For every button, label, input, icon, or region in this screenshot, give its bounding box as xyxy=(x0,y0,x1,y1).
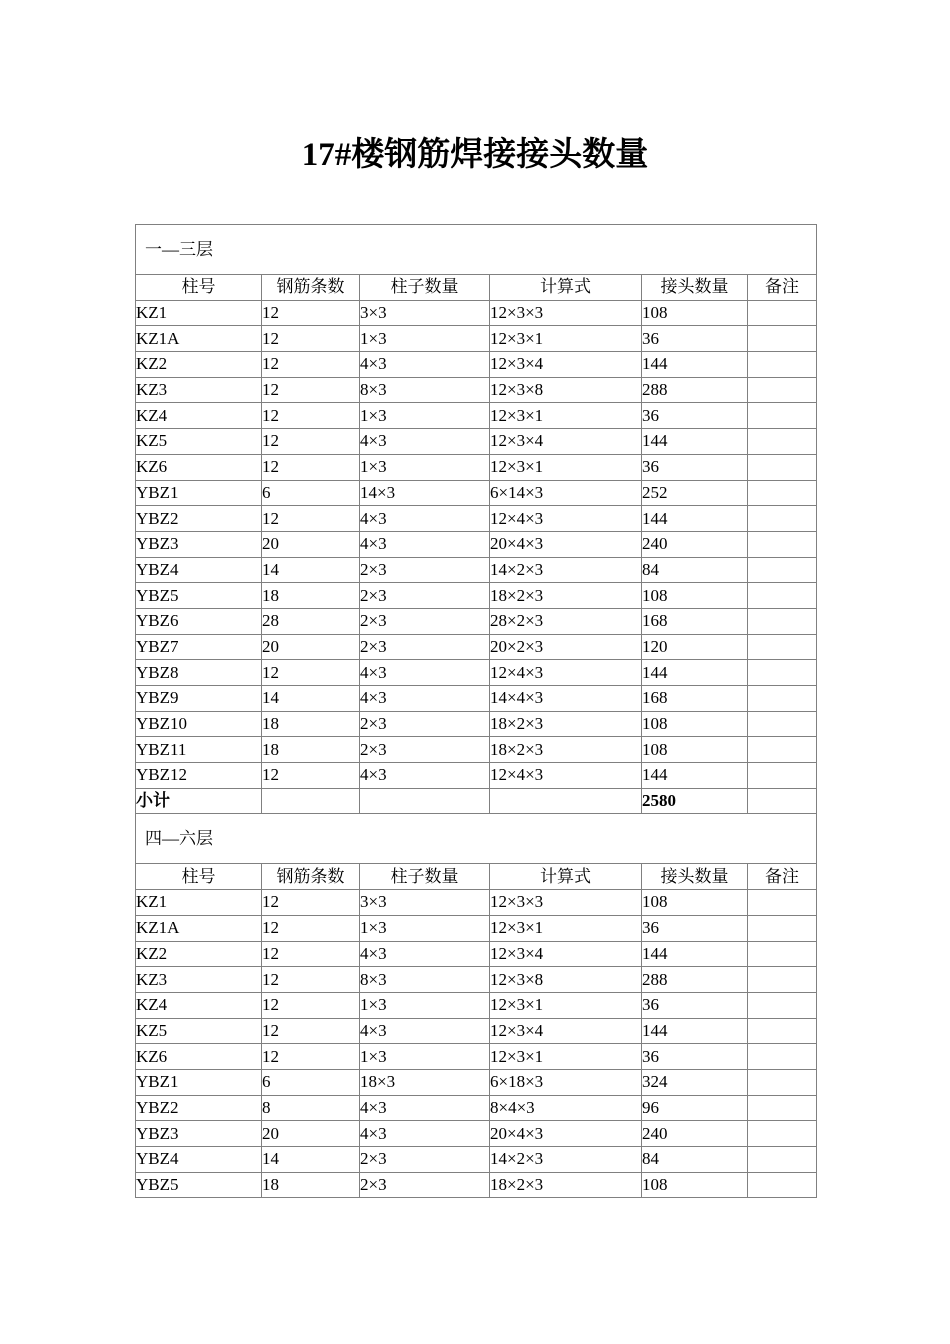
table-cell: 12 xyxy=(262,377,360,403)
table-cell xyxy=(360,788,490,814)
table-cell: 12×4×3 xyxy=(490,660,642,686)
subtotal-value: 2580 xyxy=(642,788,748,814)
table-cell xyxy=(748,1172,817,1198)
table-cell xyxy=(748,429,817,455)
table-cell xyxy=(748,352,817,378)
table-cell: 12 xyxy=(262,352,360,378)
section-heading: 四—六层 xyxy=(136,814,817,864)
table-cell: YBZ12 xyxy=(136,763,262,789)
table-cell: 18 xyxy=(262,583,360,609)
table-cell: 108 xyxy=(642,711,748,737)
table-cell: 8×4×3 xyxy=(490,1095,642,1121)
table-cell: 12 xyxy=(262,1044,360,1070)
table-cell: 20 xyxy=(262,531,360,557)
table-cell: 240 xyxy=(642,531,748,557)
table-cell: 18 xyxy=(262,737,360,763)
table-cell: 288 xyxy=(642,377,748,403)
table-cell: YBZ2 xyxy=(136,506,262,532)
table-row xyxy=(136,506,817,532)
table-cell: 4×3 xyxy=(360,429,490,455)
table-cell: KZ6 xyxy=(136,454,262,480)
table-cell: 14 xyxy=(262,1147,360,1173)
table-row xyxy=(136,1018,817,1044)
table-cell: 14×4×3 xyxy=(490,686,642,712)
table-cell: 12 xyxy=(262,300,360,326)
page-title: 17#楼钢筋焊接接头数量 xyxy=(301,137,649,173)
table-cell: 14×2×3 xyxy=(490,557,642,583)
table-cell: 12×4×3 xyxy=(490,763,642,789)
table-cell: 12 xyxy=(262,660,360,686)
table-cell: 36 xyxy=(642,915,748,941)
table-cell xyxy=(748,583,817,609)
table-cell: YBZ6 xyxy=(136,608,262,634)
table-cell: 84 xyxy=(642,557,748,583)
table-row xyxy=(136,531,817,557)
table-cell: 1×3 xyxy=(360,915,490,941)
table-cell: 4×3 xyxy=(360,1121,490,1147)
table-cell: 3×3 xyxy=(360,890,490,916)
table-cell: 14 xyxy=(262,557,360,583)
table-cell: 12×3×1 xyxy=(490,992,642,1018)
table-cell xyxy=(748,660,817,686)
table-cell: 2×3 xyxy=(360,557,490,583)
column-header: 接头数量 xyxy=(642,275,748,301)
table-cell: 12 xyxy=(262,915,360,941)
table-row xyxy=(136,583,817,609)
table-cell: 108 xyxy=(642,583,748,609)
table-cell: 12 xyxy=(262,941,360,967)
table-cell: YBZ1 xyxy=(136,1069,262,1095)
table-cell xyxy=(748,1121,817,1147)
table-cell: YBZ5 xyxy=(136,583,262,609)
table-cell: 8 xyxy=(262,1095,360,1121)
table-cell: YBZ1 xyxy=(136,480,262,506)
table-cell: 4×3 xyxy=(360,531,490,557)
table-row xyxy=(136,660,817,686)
table-cell: 12×3×8 xyxy=(490,967,642,993)
table-cell: 12×3×1 xyxy=(490,454,642,480)
table-cell: 4×3 xyxy=(360,352,490,378)
table-row xyxy=(136,429,817,455)
table-cell: 14 xyxy=(262,686,360,712)
column-header-row xyxy=(136,864,817,890)
table-cell xyxy=(748,326,817,352)
table-cell: 4×3 xyxy=(360,506,490,532)
table-cell: KZ2 xyxy=(136,941,262,967)
table-cell: 252 xyxy=(642,480,748,506)
table-row xyxy=(136,967,817,993)
table-cell: 18×2×3 xyxy=(490,1172,642,1198)
table-cell: 12×4×3 xyxy=(490,506,642,532)
table-cell: KZ5 xyxy=(136,1018,262,1044)
table-cell: 1×3 xyxy=(360,403,490,429)
table-cell: 144 xyxy=(642,941,748,967)
table-cell: 108 xyxy=(642,737,748,763)
table-cell: 1×3 xyxy=(360,992,490,1018)
table-cell: 12 xyxy=(262,967,360,993)
column-header-row xyxy=(136,275,817,301)
table-cell: KZ1 xyxy=(136,890,262,916)
table-cell: 288 xyxy=(642,967,748,993)
table-cell: 18×2×3 xyxy=(490,737,642,763)
table-cell: 96 xyxy=(642,1095,748,1121)
column-header: 柱子数量 xyxy=(360,864,490,890)
table-cell: 108 xyxy=(642,890,748,916)
table-cell: KZ3 xyxy=(136,967,262,993)
subtotal-label: 小计 xyxy=(136,788,262,814)
column-header: 钢筋条数 xyxy=(262,864,360,890)
table-cell xyxy=(748,941,817,967)
table-cell xyxy=(748,1095,817,1121)
subtotal-row xyxy=(136,788,817,814)
table-cell: KZ5 xyxy=(136,429,262,455)
table-cell: 6×14×3 xyxy=(490,480,642,506)
table-cell xyxy=(262,788,360,814)
table-cell: KZ2 xyxy=(136,352,262,378)
table-cell: 1×3 xyxy=(360,454,490,480)
table-row xyxy=(136,634,817,660)
table-cell xyxy=(748,967,817,993)
table-cell: 2×3 xyxy=(360,1147,490,1173)
table-cell xyxy=(748,454,817,480)
table-cell: KZ4 xyxy=(136,992,262,1018)
table-row xyxy=(136,454,817,480)
table-cell: 20 xyxy=(262,634,360,660)
table-cell: 12×3×8 xyxy=(490,377,642,403)
table-row xyxy=(136,1121,817,1147)
table-cell: 12×3×1 xyxy=(490,403,642,429)
table-cell: 4×3 xyxy=(360,763,490,789)
table-cell xyxy=(748,915,817,941)
table-cell: 20×2×3 xyxy=(490,634,642,660)
table-cell: 12×3×4 xyxy=(490,1018,642,1044)
table-cell xyxy=(748,377,817,403)
table-cell: 12×3×1 xyxy=(490,915,642,941)
table-cell: 144 xyxy=(642,352,748,378)
table-cell: 8×3 xyxy=(360,377,490,403)
table-cell: 12 xyxy=(262,454,360,480)
table-cell: 4×3 xyxy=(360,660,490,686)
table-cell: 144 xyxy=(642,429,748,455)
table-row xyxy=(136,1172,817,1198)
table-cell xyxy=(748,300,817,326)
table-cell: 36 xyxy=(642,992,748,1018)
table-cell: 12×3×4 xyxy=(490,429,642,455)
table-cell xyxy=(748,634,817,660)
table-cell: 240 xyxy=(642,1121,748,1147)
table-cell: 8×3 xyxy=(360,967,490,993)
table-cell xyxy=(748,763,817,789)
table-cell: 1×3 xyxy=(360,1044,490,1070)
table-cell: 144 xyxy=(642,763,748,789)
table-cell: 12×3×4 xyxy=(490,352,642,378)
column-header: 计算式 xyxy=(490,864,642,890)
table-cell: 84 xyxy=(642,1147,748,1173)
table-cell: 12 xyxy=(262,429,360,455)
table-cell: KZ1A xyxy=(136,915,262,941)
table-row xyxy=(136,326,817,352)
table-cell: 12 xyxy=(262,403,360,429)
table-cell: 12×3×3 xyxy=(490,300,642,326)
table-cell: YBZ8 xyxy=(136,660,262,686)
joint-count-table xyxy=(135,224,817,1198)
table-row xyxy=(136,992,817,1018)
table-cell xyxy=(748,403,817,429)
table-cell: 2×3 xyxy=(360,711,490,737)
column-header: 备注 xyxy=(748,275,817,301)
table-cell: 18×2×3 xyxy=(490,711,642,737)
table-cell: 108 xyxy=(642,300,748,326)
table-cell: KZ1A xyxy=(136,326,262,352)
table-cell: 4×3 xyxy=(360,1018,490,1044)
table-cell: KZ3 xyxy=(136,377,262,403)
table-cell: 12 xyxy=(262,890,360,916)
table-cell: 20×4×3 xyxy=(490,531,642,557)
table-row xyxy=(136,711,817,737)
table-cell: 2×3 xyxy=(360,1172,490,1198)
table-cell xyxy=(490,788,642,814)
table-cell: 2×3 xyxy=(360,634,490,660)
column-header: 接头数量 xyxy=(642,864,748,890)
table-cell: YBZ10 xyxy=(136,711,262,737)
column-header: 备注 xyxy=(748,864,817,890)
table-row xyxy=(136,557,817,583)
column-header: 计算式 xyxy=(490,275,642,301)
table-cell: 4×3 xyxy=(360,1095,490,1121)
table-cell: 144 xyxy=(642,1018,748,1044)
table-cell: 36 xyxy=(642,1044,748,1070)
table-cell: 12 xyxy=(262,326,360,352)
table-row xyxy=(136,763,817,789)
table-cell: 14×3 xyxy=(360,480,490,506)
table-cell: YBZ11 xyxy=(136,737,262,763)
table-cell xyxy=(748,531,817,557)
table-row xyxy=(136,915,817,941)
table-row xyxy=(136,1044,817,1070)
table-row xyxy=(136,686,817,712)
table-cell: 3×3 xyxy=(360,300,490,326)
table-row xyxy=(136,1147,817,1173)
column-header: 钢筋条数 xyxy=(262,275,360,301)
table-cell: 2×3 xyxy=(360,583,490,609)
table-cell: 12×3×1 xyxy=(490,1044,642,1070)
table-cell: 120 xyxy=(642,634,748,660)
table-cell: YBZ7 xyxy=(136,634,262,660)
table-cell: 168 xyxy=(642,608,748,634)
table-cell xyxy=(748,1069,817,1095)
table-cell: 2×3 xyxy=(360,737,490,763)
table-cell: 20×4×3 xyxy=(490,1121,642,1147)
table-row xyxy=(136,480,817,506)
table-row xyxy=(136,1095,817,1121)
table-cell: YBZ5 xyxy=(136,1172,262,1198)
table-cell: 20 xyxy=(262,1121,360,1147)
table-cell: 324 xyxy=(642,1069,748,1095)
table-row xyxy=(136,1069,817,1095)
table-cell: YBZ3 xyxy=(136,531,262,557)
table-cell: 144 xyxy=(642,660,748,686)
table-cell: 6×18×3 xyxy=(490,1069,642,1095)
table-cell: 12×3×4 xyxy=(490,941,642,967)
column-header: 柱子数量 xyxy=(360,275,490,301)
table-cell xyxy=(748,788,817,814)
table-cell xyxy=(748,992,817,1018)
table-cell: 4×3 xyxy=(360,686,490,712)
table-row xyxy=(136,377,817,403)
table-cell: 12 xyxy=(262,992,360,1018)
table-cell xyxy=(748,480,817,506)
column-header: 柱号 xyxy=(136,864,262,890)
table-row xyxy=(136,403,817,429)
table-cell xyxy=(748,506,817,532)
table-cell: YBZ3 xyxy=(136,1121,262,1147)
table-cell: 36 xyxy=(642,403,748,429)
table-cell: 12 xyxy=(262,506,360,532)
table-cell: 12×3×1 xyxy=(490,326,642,352)
table-cell xyxy=(748,737,817,763)
table-cell xyxy=(748,1018,817,1044)
table-row xyxy=(136,890,817,916)
table-cell: 108 xyxy=(642,1172,748,1198)
table-cell xyxy=(748,890,817,916)
table-cell: KZ6 xyxy=(136,1044,262,1070)
table-cell: 12 xyxy=(262,1018,360,1044)
table-row xyxy=(136,608,817,634)
table-row xyxy=(136,352,817,378)
table-cell: 28 xyxy=(262,608,360,634)
table-row xyxy=(136,941,817,967)
table-cell: YBZ2 xyxy=(136,1095,262,1121)
section-heading-row xyxy=(136,225,817,275)
column-header: 柱号 xyxy=(136,275,262,301)
table-cell: 12×3×3 xyxy=(490,890,642,916)
table-cell: 18×2×3 xyxy=(490,583,642,609)
table-cell: 1×3 xyxy=(360,326,490,352)
table-cell xyxy=(748,608,817,634)
table-cell: 36 xyxy=(642,454,748,480)
section-heading: 一—三层 xyxy=(136,225,817,275)
table-cell: 2×3 xyxy=(360,608,490,634)
table-cell: YBZ4 xyxy=(136,557,262,583)
table-cell xyxy=(748,686,817,712)
table-cell: KZ1 xyxy=(136,300,262,326)
table-row xyxy=(136,300,817,326)
table-cell xyxy=(748,557,817,583)
table-cell: 168 xyxy=(642,686,748,712)
table-cell: 6 xyxy=(262,480,360,506)
table-cell: YBZ9 xyxy=(136,686,262,712)
table-cell: YBZ4 xyxy=(136,1147,262,1173)
table-cell: 6 xyxy=(262,1069,360,1095)
table-cell: 18 xyxy=(262,711,360,737)
table-cell: 12 xyxy=(262,763,360,789)
section-heading-row xyxy=(136,814,817,864)
table-cell: 18 xyxy=(262,1172,360,1198)
table-cell xyxy=(748,711,817,737)
table-row xyxy=(136,737,817,763)
table-cell: 144 xyxy=(642,506,748,532)
table-cell: 36 xyxy=(642,326,748,352)
table-cell: KZ4 xyxy=(136,403,262,429)
table-cell xyxy=(748,1147,817,1173)
table-cell: 28×2×3 xyxy=(490,608,642,634)
table-cell: 18×3 xyxy=(360,1069,490,1095)
table-cell xyxy=(748,1044,817,1070)
table-cell: 14×2×3 xyxy=(490,1147,642,1173)
table-cell: 4×3 xyxy=(360,941,490,967)
